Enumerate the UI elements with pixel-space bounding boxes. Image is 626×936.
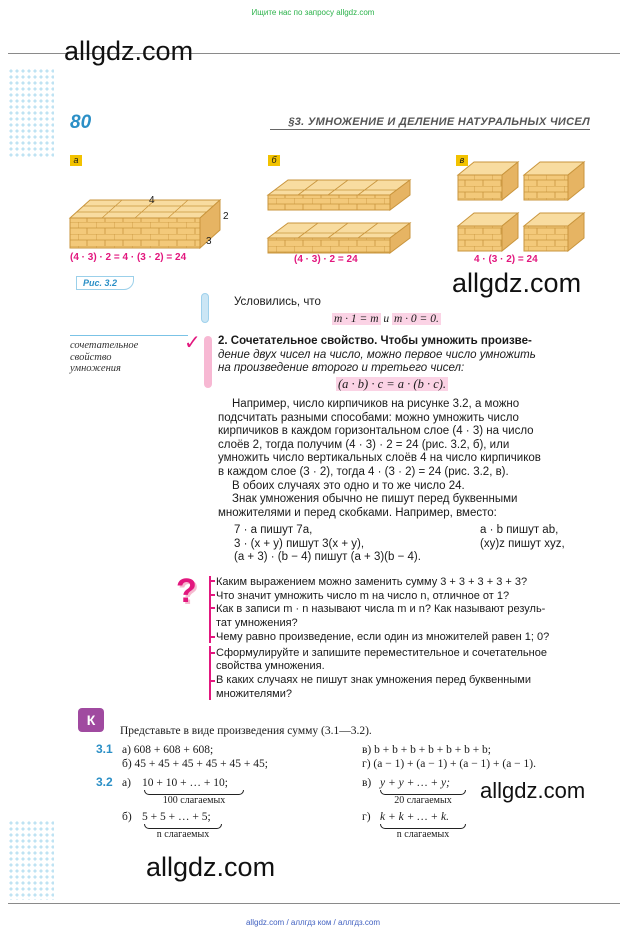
formula-text: (a · b) · c = a · (b · c).: [338, 377, 447, 391]
brick-block-b: [268, 180, 410, 253]
exercise-3-1-d: г) (a − 1) + (a − 1) + (a − 1) + (a − 1).: [362, 758, 536, 770]
property-text: [218, 335, 588, 376]
question-line: Чему равно произведение, если один из множителей равен 1; 0?: [216, 630, 550, 643]
caption-b: (4 · 3) · 2 = 24: [294, 254, 358, 265]
exercise-number: 3.1: [96, 742, 113, 756]
question-line: Сформулируйте и запишите переместительное и сочетательное: [216, 646, 547, 659]
example-line: 3 · (x + y) пишут 3(x + y),: [234, 537, 365, 550]
text-line: подсчитать разными способами: можно умножить число: [218, 411, 519, 424]
exercise-3-1-c: в) b + b + b + b + b + b + b;: [362, 744, 491, 756]
questions-bar: [209, 646, 211, 700]
question-tick: [209, 636, 215, 638]
figure-tag-a: а: [70, 155, 82, 166]
property-line: на произведение второго и третьего чисел:: [218, 362, 465, 375]
example-line: 7 · a пишут 7a,: [234, 524, 313, 536]
margin-note-line: свойство: [70, 351, 112, 363]
question-line: Каким выражением можно заменить сумму 3 + 3 + 3 + 3 + 3?: [216, 576, 528, 588]
brace-label: n слагаемых: [396, 829, 450, 840]
bottom-links[interactable]: allgdz.com / аллгдз ком / аллгдз.com: [245, 918, 381, 927]
example-line: a · b пишут ab,: [480, 524, 559, 536]
explanation-text: [218, 398, 588, 520]
dotted-decoration: [8, 820, 54, 900]
text-line: множителями и перед скобками. Например, вместо:: [218, 506, 497, 519]
figure-tag-b: б: [268, 155, 280, 166]
text-line: в каждом слое (3 · 2), тогда 4 · (3 · 2) = 24 (рис. 3.2, в).: [218, 465, 509, 478]
examples-right: [480, 524, 590, 551]
bricks-illustration: [60, 150, 600, 260]
formula-multiply-one: m · 1 = m: [334, 313, 379, 325]
question-line: Что значит умножить число m на число n, отличное от 1?: [216, 589, 510, 602]
exercise-3-1-a: а) 608 + 608 + 608;: [122, 744, 214, 756]
question-line: свойства умножения.: [216, 660, 325, 673]
text-line: Например, число кирпичиков на рисунке 3.2, а можно: [232, 398, 520, 410]
page-number: 80: [70, 112, 92, 133]
check-icon: ✓: [184, 332, 201, 354]
dimension-top: 4: [149, 195, 155, 206]
divider: [8, 903, 620, 904]
question-icon: ?: [176, 572, 197, 610]
exercise-3-1-b: б) 45 + 45 + 45 + 45 + 45 + 45;: [122, 758, 268, 770]
question-line: В каких случаях не пишут знак умножения перед буквенными: [216, 673, 531, 686]
exercise-3-2-a-prefix: а): [122, 777, 131, 789]
dimension-side: 2: [223, 211, 229, 222]
question-tick: [209, 594, 215, 596]
dimension-bottom: 3: [206, 236, 212, 247]
property-line: 2. Сочетательное свойство. Чтобы умножить произве-: [218, 335, 532, 347]
property-line: дение двух чисел на число, можно первое число умножить: [218, 348, 536, 361]
question-line: тат умножения?: [216, 617, 298, 630]
and-word: и: [383, 313, 390, 325]
text-line: В обоих случаях это одно и то же число 24.: [232, 479, 465, 492]
top-search-link[interactable]: Ищите нас по запросу allgdz.com: [251, 8, 375, 17]
question-tick: [209, 607, 215, 609]
chapter-underline: [270, 129, 590, 130]
exercise-3-2-a: 10 + 10 + … + 10;: [142, 777, 228, 789]
exercise-3-2-d-prefix: г): [362, 811, 371, 823]
question-line: Как в записи m · n называют числа m и n? Как называют резуль-: [216, 603, 546, 616]
agreement-intro: Условились, что: [234, 296, 321, 308]
brick-block-c: [458, 162, 584, 251]
margin-rule: [70, 335, 188, 336]
info-marker: [201, 293, 209, 323]
question-tick: [209, 680, 215, 682]
exercise-3-2-c-prefix: в): [362, 777, 372, 789]
question-line: множителями?: [216, 687, 293, 700]
questions-bar: [209, 576, 211, 643]
brace-label: n слагаемых: [156, 829, 210, 840]
caption-a: (4 · 3) · 2 = 4 · (3 · 2) = 24: [70, 252, 187, 263]
rule-marker: [204, 336, 212, 388]
figure-label: Рис. 3.2: [76, 276, 134, 290]
dotted-decoration: [8, 68, 54, 158]
formula-multiply-zero: m · 0 = 0.: [394, 313, 439, 325]
exercise-number: 3.2: [96, 775, 113, 789]
exercise-3-2-d: k + k + … + k.: [380, 811, 449, 823]
margin-note-line: сочетательное: [70, 340, 139, 351]
margin-note: [70, 340, 190, 375]
brace-label: 20 слагаемых: [394, 795, 452, 806]
exercise-3-2-c: y + y + … + y;: [380, 777, 450, 789]
watermark: allgdz.com: [146, 852, 276, 882]
exercise-3-2-b-prefix: б): [122, 811, 132, 823]
brick-block-a: [70, 200, 220, 248]
agreement-formulas: [332, 313, 441, 327]
question-tick: [209, 652, 215, 654]
caption-c: 4 · (3 · 2) = 24: [474, 254, 538, 265]
associative-formula: [336, 378, 448, 392]
chapter-title: §3. УМНОЖЕНИЕ И ДЕЛЕНИЕ НАТУРАЛЬНЫХ ЧИСЕЛ: [288, 116, 590, 128]
exercise-3-2-b: 5 + 5 + … + 5;: [142, 811, 211, 823]
figure-tag-c: в: [456, 155, 468, 166]
questions-list: [216, 576, 588, 701]
example-line: (xy)z пишут xyz,: [480, 537, 565, 550]
text-line: Знак умножения обычно не пишут перед буквенными: [232, 493, 518, 506]
puzzle-k-icon: К: [78, 708, 104, 732]
brace-label: 100 слагаемых: [162, 795, 226, 806]
watermark: allgdz.com: [64, 36, 194, 66]
margin-note-line: умножения: [70, 363, 121, 374]
text-line: слоёв 2, тогда получим (4 · 3) · 2 = 24 (рис. 3.2, б), или: [218, 438, 510, 451]
text-line: умножить число вертикальных слоёв 4 на число кирпичиков: [218, 452, 541, 465]
watermark: allgdz.com: [452, 268, 582, 298]
question-tick: [209, 580, 215, 582]
text-line: кирпичиков в каждом горизонтальном слое (4 · 3) на число: [218, 425, 534, 438]
example-line: (a + 3) · (b − 4) пишут (a + 3)(b − 4).: [234, 551, 421, 564]
examples-left: [234, 524, 474, 565]
watermark: allgdz.com: [480, 778, 586, 803]
exercise-instruction: Представьте в виде произведения сумму (3.1—3.2).: [120, 725, 372, 737]
